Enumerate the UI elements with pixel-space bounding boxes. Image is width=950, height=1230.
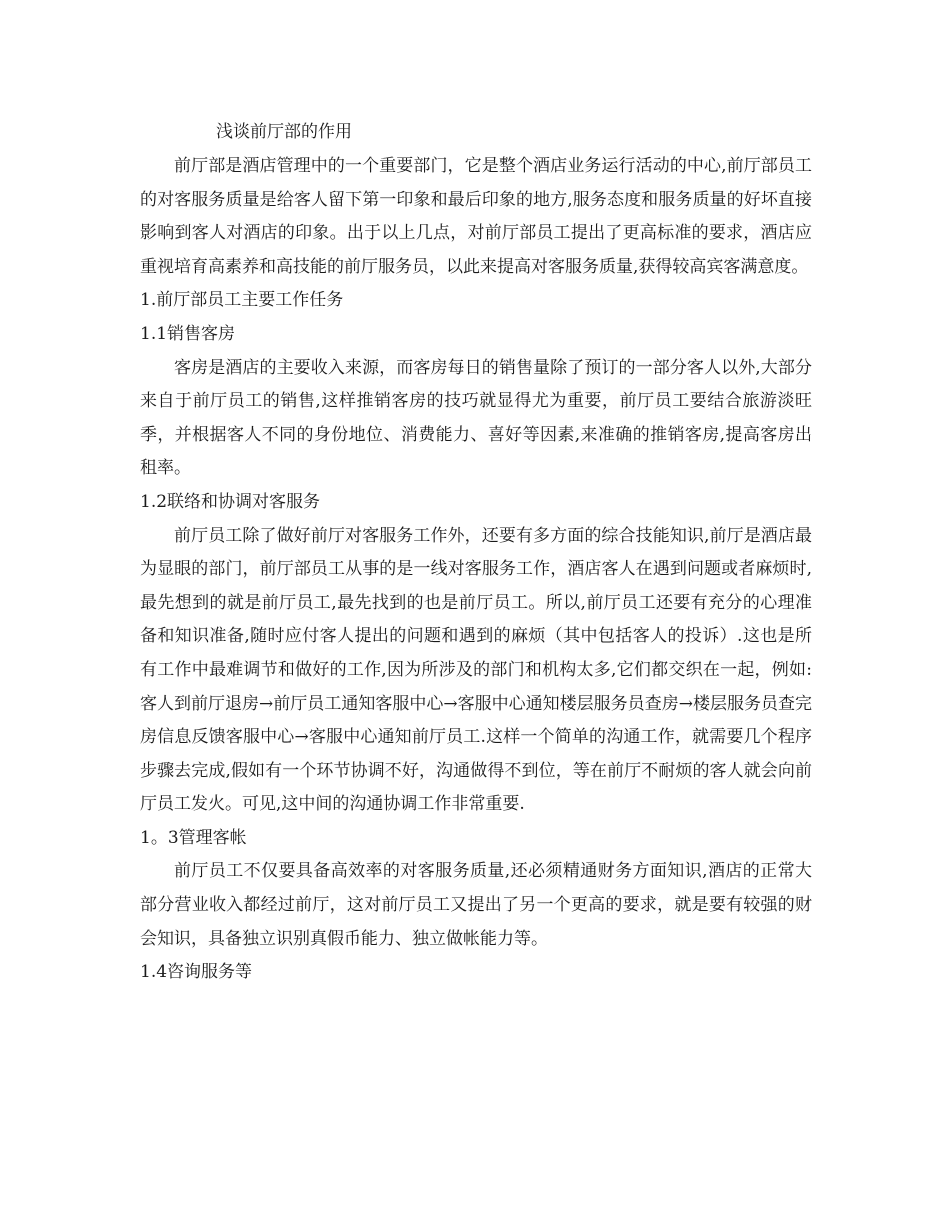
section-1-2-heading: 1.2联络和协调对客服务 [140,491,321,512]
section-1-heading: 1.前厅部员工主要工作任务 [140,290,344,311]
section-1-3-paragraph: 前厅员工不仅要具备高效率的对客服务质量,还必须精通财务方面知识,酒店的正常大部分营业收入都经过前厅，这对前厅员工又提出了另一个更高的要求，就是要有较强的财会知识，具备独立识别真假币能力、独立做帐能力等。 [140,861,812,949]
section-1-1-paragraph: 客房是酒店的主要收入来源，而客房每日的销售量除了预订的一部分客人以外,大部分来自于前厅员工的销售,这样推销客房的技巧就显得尤为重要，前厅员工要结合旅游淡旺季，并根据客人不同的身份地位、消费能力、喜好等因素,来准确的推销客房,提高客房出租率。 [140,357,812,479]
document-title: 浅谈前厅部的作用 [216,122,352,142]
section-1-1-heading: 1.1销售客房 [140,323,236,344]
section-1-2-paragraph: 前厅员工除了做好前厅对客服务工作外，还要有多方面的综合技能知识,前厅是酒店最为显眼的部门，前厅部员工从事的是一线对客服务工作，酒店客人在遇到问题或者麻烦时,最先想到的就是前厅员工,最先找到的也是前厅员工。所以,前厅员工还要有充分的心理准备和知识准备,随时应付客人提出的问题和遇到的麻烦（其中包括客人的投诉）.这也是所有工作中最难调节和做好的工作,因为所涉及的部门和机构太多,它们都交织在一起，例如:客人到前厅退房→前厅员工通知客服中心→客服中心通知楼层服务员查房→楼层服务员查完房信息反馈客服中心→客服中心通知前厅员工.这样一个简单的沟通工作，就需要几个程序步骤去完成,假如有一个环节协调不好，沟通做得不到位，等在前厅不耐烦的客人就会向前厅员工发火。可见,这中间的沟通协调工作非常重要. [140,525,812,815]
section-1-4-heading: 1.4咨询服务等 [140,962,253,983]
document-body [140,150,812,990]
section-1-3-heading: 1。3管理客帐 [140,827,247,848]
intro-paragraph: 前厅部是酒店管理中的一个重要部门，它是整个酒店业务运行活动的中心,前厅部员工的对客服务质量是给客人留下第一印象和最后印象的地方,服务态度和服务质量的好坏直接影响到客人对酒店的印象。出于以上几点，对前厅部员工提出了更高标准的要求，酒店应重视培育高素养和高技能的前厅服务员，以此来提高对客服务质量,获得较高宾客满意度。 [140,156,812,277]
